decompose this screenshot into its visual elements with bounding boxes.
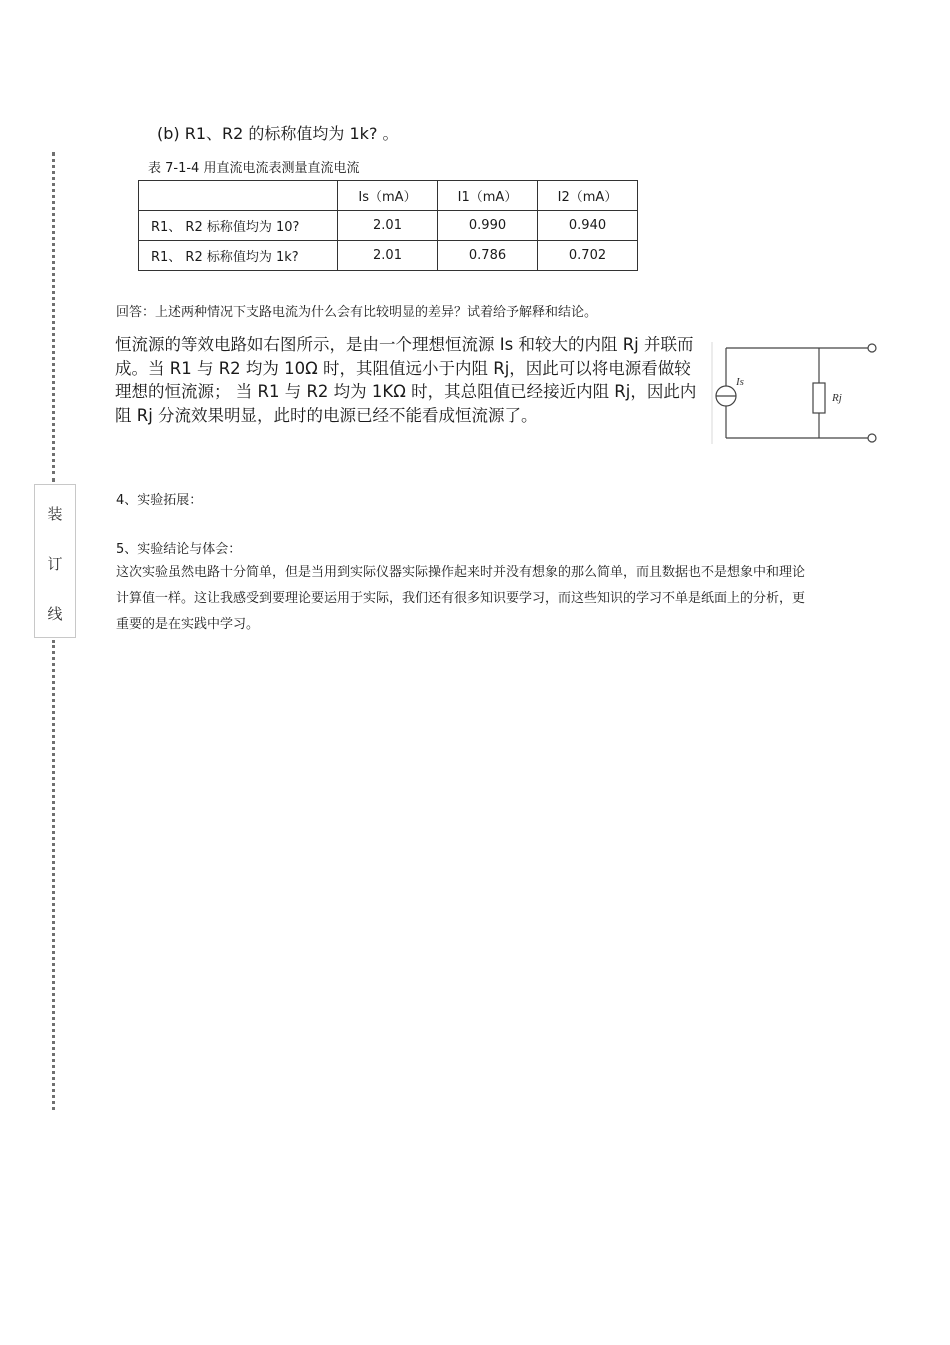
table-cell: 0.990 [438,211,538,241]
binding-dotted-line-top [52,152,55,482]
binding-dotted-line-bottom [52,640,55,1110]
answer-paragraph: 恒流源的等效电路如右图所示，是由一个理想恒流源 Is 和较大的内阻 Rj 并联而成。当 R1 与 R2 均为 10Ω 时，其阻值远小于内阻 Rj，因此可以将电源看做较理想的恒流源； 当 R1 与 R2 均为 1KΩ 时，其总阻值已经接近内阻 Rj，因此内阻 Rj 分流效果明显，此时的电源已经不能看成恒流源了。 [115,335,697,425]
binding-char-xian: 线 [47,605,63,623]
table-cell: 0.940 [538,211,638,241]
table-cell: 0.702 [538,241,638,271]
question-text: 回答：上述两种情况下支路电流为什么会有比较明显的差异？试着给予解释和结论。 [116,305,598,320]
binding-char-zhuang: 装 [47,505,63,523]
table-row [139,241,638,271]
table-cell: 0.786 [438,241,538,271]
table-header-cell: I2（mA） [538,181,638,211]
resistor-label: Rj [832,392,842,404]
binding-box [34,484,76,638]
section-4-title: 4、实验拓展： [116,493,203,508]
current-source-circuit-diagram [710,340,888,446]
table-cell: R1、 R2 标称值均为 10? [139,211,338,241]
table-header-row [139,181,638,211]
measurement-table [138,180,638,271]
binding-char-ding: 订 [47,555,63,573]
table-row [139,211,638,241]
table-header-cell: I1（mA） [438,181,538,211]
terminal-bottom [868,434,876,442]
source-label: Is [736,376,744,388]
resistor-symbol [813,383,825,413]
section-5-title: 5、实验结论与体会： [116,542,242,557]
table-cell: R1、 R2 标称值均为 1k? [139,241,338,271]
table-caption: 表 7-1-4 用直流电流表测量直流电流 [148,161,360,176]
terminal-top [868,344,876,352]
subsection-heading-b: (b) R1、R2 的标称值均为 1k? 。 [157,124,399,143]
conclusion-paragraph: 这次实验虽然电路十分简单，但是当用到实际仪器实际操作起来时并没有想象的那么简单，而且数据也不是想象中和理论计算值一样。这让我感受到要理论要运用于实际，我们还有很多知识要学习，而这些知识的学习不单是纸面上的分析，更重要的是在实践中学习。 [116,565,806,632]
table-cell: 2.01 [338,211,438,241]
table-cell: 2.01 [338,241,438,271]
table-header-cell [139,181,338,211]
table-header-cell: Is（mA） [338,181,438,211]
